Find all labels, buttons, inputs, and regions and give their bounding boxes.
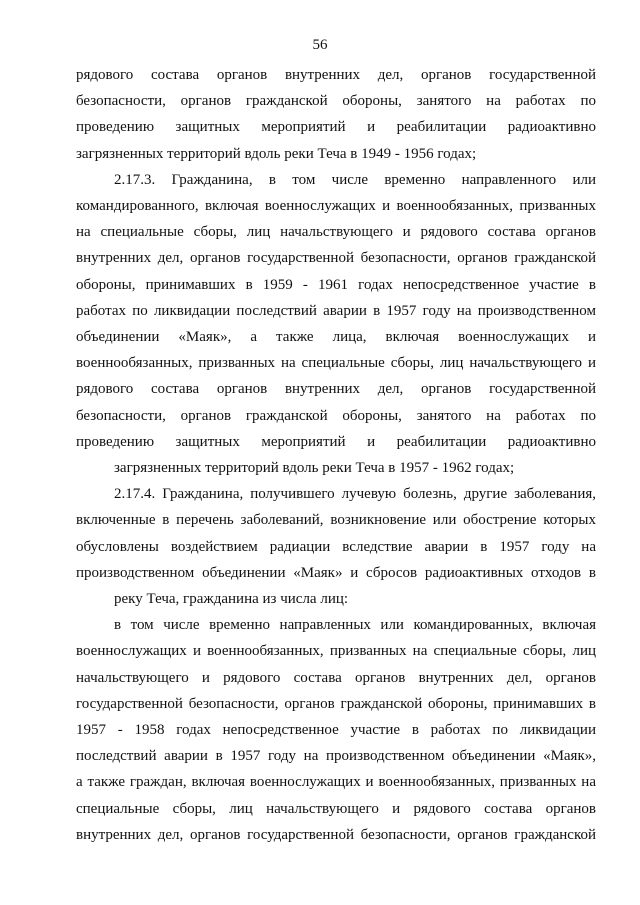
text-line: рядового состава органов внутренних дел, органов государственной (76, 381, 596, 398)
text-line: командированного, включая военнослужащих и военнообязанных, призванных (76, 198, 596, 215)
text-line: 2.17.3. Гражданина, в том числе временно направленного или (114, 171, 596, 188)
paragraph-item-2-17-3 (76, 167, 596, 481)
text-line: внутренних дел, органов государственной безопасности, органов гражданской (76, 250, 596, 267)
text-line: объединении «Маяк», а также лица, включая военнослужащих и (76, 329, 596, 346)
text-line: в том числе временно направленных или командированных, включая (114, 617, 596, 634)
text-line: включенные в перечень заболеваний, возникновение или обострение которых (76, 512, 596, 529)
text-line: последствий аварии в 1957 году на производственном объединении «Маяк», (76, 748, 596, 765)
text-line: безопасности, органов гражданской обороны, занятого на работах по (76, 93, 596, 110)
text-line: проведению защитных мероприятий и реабилитации радиоактивно (76, 119, 596, 136)
text-line: обороны, принимавших в 1959 - 1961 годах непосредственное участие в (76, 276, 596, 293)
text-line: военнослужащих и военнообязанных, призванных на специальные сборы, лиц (76, 643, 596, 660)
paragraph-cont-2-17-2 (76, 62, 596, 167)
text-line: рядового состава органов внутренних дел, органов государственной (76, 67, 596, 83)
text-line: 2.17.4. Гражданина, получившего лучевую болезнь, другие заболевания, (114, 486, 596, 503)
text-line: безопасности, органов гражданской обороны, занятого на работах по (76, 407, 596, 424)
text-line: производственном объединении «Маяк» и сбросов радиоактивных отходов в (76, 564, 596, 581)
document-body (76, 62, 596, 848)
text-line: обусловлены воздействием радиации вследствие аварии в 1957 году на (76, 538, 596, 555)
text-line: на специальные сборы, лиц начальствующего и рядового состава органов (76, 224, 596, 241)
text-line: а также граждан, включая военнослужащих и военнообязанных, призванных на (76, 774, 596, 791)
text-line: 1957 - 1958 годах непосредственное участие в работах по ликвидации (76, 722, 596, 739)
text-line: внутренних дел, органов государственной безопасности, органов гражданской (76, 826, 596, 843)
text-line: начальствующего и рядового состава органов внутренних дел, органов (76, 669, 596, 686)
text-line: реку Теча, гражданина из числа лиц: (114, 591, 349, 608)
text-line: проведению защитных мероприятий и реабилитации радиоактивно (76, 433, 596, 450)
paragraph-subitem-temporary (76, 612, 596, 848)
text-line: специальные сборы, лиц начальствующего и рядового состава органов (76, 800, 596, 817)
text-line: загрязненных территорий вдоль реки Теча в 1957 - 1962 годах; (114, 460, 515, 477)
text-line: государственной безопасности, органов гражданской обороны, принимавших в (76, 695, 596, 712)
text-line: военнообязанных, призванных на специальные сборы, лиц начальствующего и (76, 355, 596, 372)
page-number: 56 (312, 37, 328, 53)
text-line: работах по ликвидации последствий аварии в 1957 году на производственном (76, 302, 596, 319)
paragraph-item-2-17-4 (76, 481, 596, 612)
text-line: загрязненных территорий вдоль реки Теча в 1949 - 1956 годах; (76, 145, 477, 162)
